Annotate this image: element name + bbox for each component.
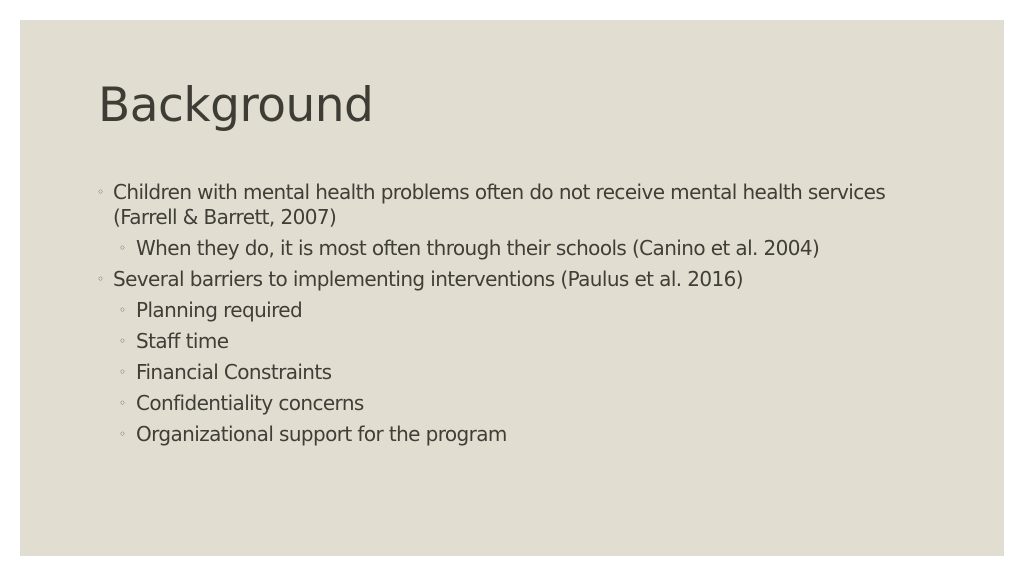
bullet-text: Several barriers to implementing interventions (Paulus et al. 2016) xyxy=(113,267,744,291)
sub-bullet-item xyxy=(97,391,897,416)
bullet-marker-icon: ◦ xyxy=(119,427,126,441)
bullet-text: Confidentiality concerns xyxy=(136,391,364,415)
bullet-text: When they do, it is most often through their schools (Canino et al. 2004) xyxy=(136,236,820,260)
bullet-text: Organizational support for the program xyxy=(136,422,507,446)
slide xyxy=(20,20,1004,556)
bullet-marker-icon: ◦ xyxy=(97,185,104,199)
slide-title: Background xyxy=(98,78,374,133)
sub-bullet-item xyxy=(97,298,897,323)
bullet-list xyxy=(97,180,897,453)
bullet-marker-icon: ◦ xyxy=(119,396,126,410)
bullet-marker-icon: ◦ xyxy=(119,365,126,379)
sub-bullet-item xyxy=(97,329,897,354)
bullet-text: Children with mental health problems often do not receive mental health services (Farrell & Barrett, 2007) xyxy=(113,180,886,229)
bullet-marker-icon: ◦ xyxy=(119,241,126,255)
bullet-marker-icon: ◦ xyxy=(97,272,104,286)
bullet-text: Planning required xyxy=(136,298,303,322)
sub-bullet-item xyxy=(97,360,897,385)
bullet-marker-icon: ◦ xyxy=(119,334,126,348)
bullet-text: Staff time xyxy=(136,329,229,353)
bullet-item xyxy=(97,267,897,292)
bullet-item xyxy=(97,180,897,230)
sub-bullet-item xyxy=(97,422,897,447)
bullet-marker-icon: ◦ xyxy=(119,303,126,317)
sub-bullet-item xyxy=(97,236,897,261)
bullet-text: Financial Constraints xyxy=(136,360,332,384)
